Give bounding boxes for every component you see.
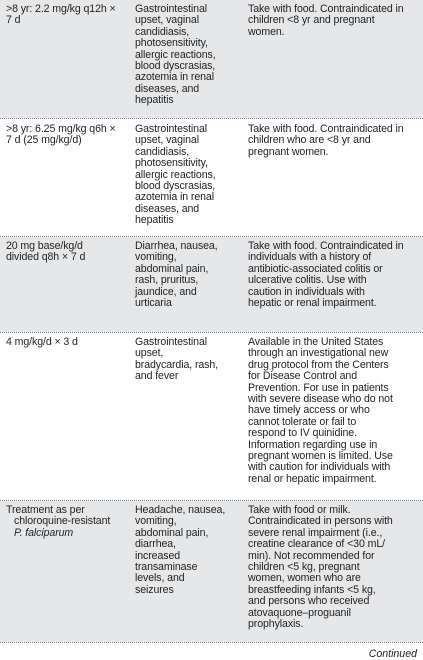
dose-line: chloroquine-resistant [14, 515, 111, 528]
comments-cell: Take with food. Contraindicated in children <8 yr and pregnant women. [248, 3, 404, 38]
table-row [0, 333, 423, 500]
adverse-effects-cell: Gastrointestinal upset, vaginal candidiasis, photosensitivity, allergic reactions, blood dyscrasias, azotemia in renal diseases, and hepatitis [135, 3, 216, 107]
organism-name: P. falciparum [14, 526, 74, 539]
adverse-effects-cell: Diarrhea, nausea, vomiting, abdominal pain, rash, pruritus, jaundice, and urticaria [135, 240, 218, 310]
dose-cell: 20 mg base/kg/d divided q8h × 7 d [6, 240, 86, 264]
adverse-effects-cell: Headache, nausea, vomiting, abdominal pain, diarrhea, increased transaminase levels, and seizures [135, 504, 226, 596]
comments-cell: Take with food. Contraindicated in individuals with a history of antibiotic-associated colitis or ulcerative colitis. Use with caution in individuals with hepatic or renal impairment. [248, 240, 404, 310]
dose-cell: 4 mg/kg/d × 3 d [6, 336, 78, 348]
table-row [0, 237, 423, 332]
dose-cell [6, 505, 127, 539]
comments-cell: Take with food or milk. Contraindicated in persons with severe renal impairment (i.e., creatine clearance of <30 mL/ min). Not recommended for children <5 kg, pregnant women, women who are breastfeeding infants <5 kg, and persons who received atovaquone–proguanil prophylaxis. [248, 504, 393, 631]
row-divider [0, 642, 423, 643]
table-row [0, 119, 423, 237]
dose-cell: >8 yr: 6.25 mg/kg q6h × 7 d (25 mg/kg/d) [6, 123, 116, 147]
dose-line: Treatment as per [6, 504, 85, 516]
adverse-effects-cell: Gastrointestinal upset, vaginal candidiasis, photosensitivity, allergic reactions, blood dyscrasias, azotemia in renal diseases, and hepatitis [135, 123, 216, 227]
adverse-effects-cell: Gastrointestinal upset, bradycardia, rash, and fever [135, 336, 218, 383]
continued-label: Continued [368, 648, 417, 660]
dose-cell: >8 yr: 2.2 mg/kg q12h × 7 d [6, 3, 116, 27]
table-row [0, 501, 423, 642]
comments-cell: Take with food. Contraindicated in children who are <8 yr and pregnant women. [248, 123, 404, 158]
comments-cell: Available in the United States through an investigational new drug protocol from the Centers for Disease Control and Prevention. For use in patients with severe disease who do not have timely access or who cannot tolerate or fail to respond to IV quinidine. Information regarding use in pregnant women is limited. Use with caution for individuals with renal or hepatic impairment. [248, 336, 393, 485]
table-row [0, 0, 423, 118]
